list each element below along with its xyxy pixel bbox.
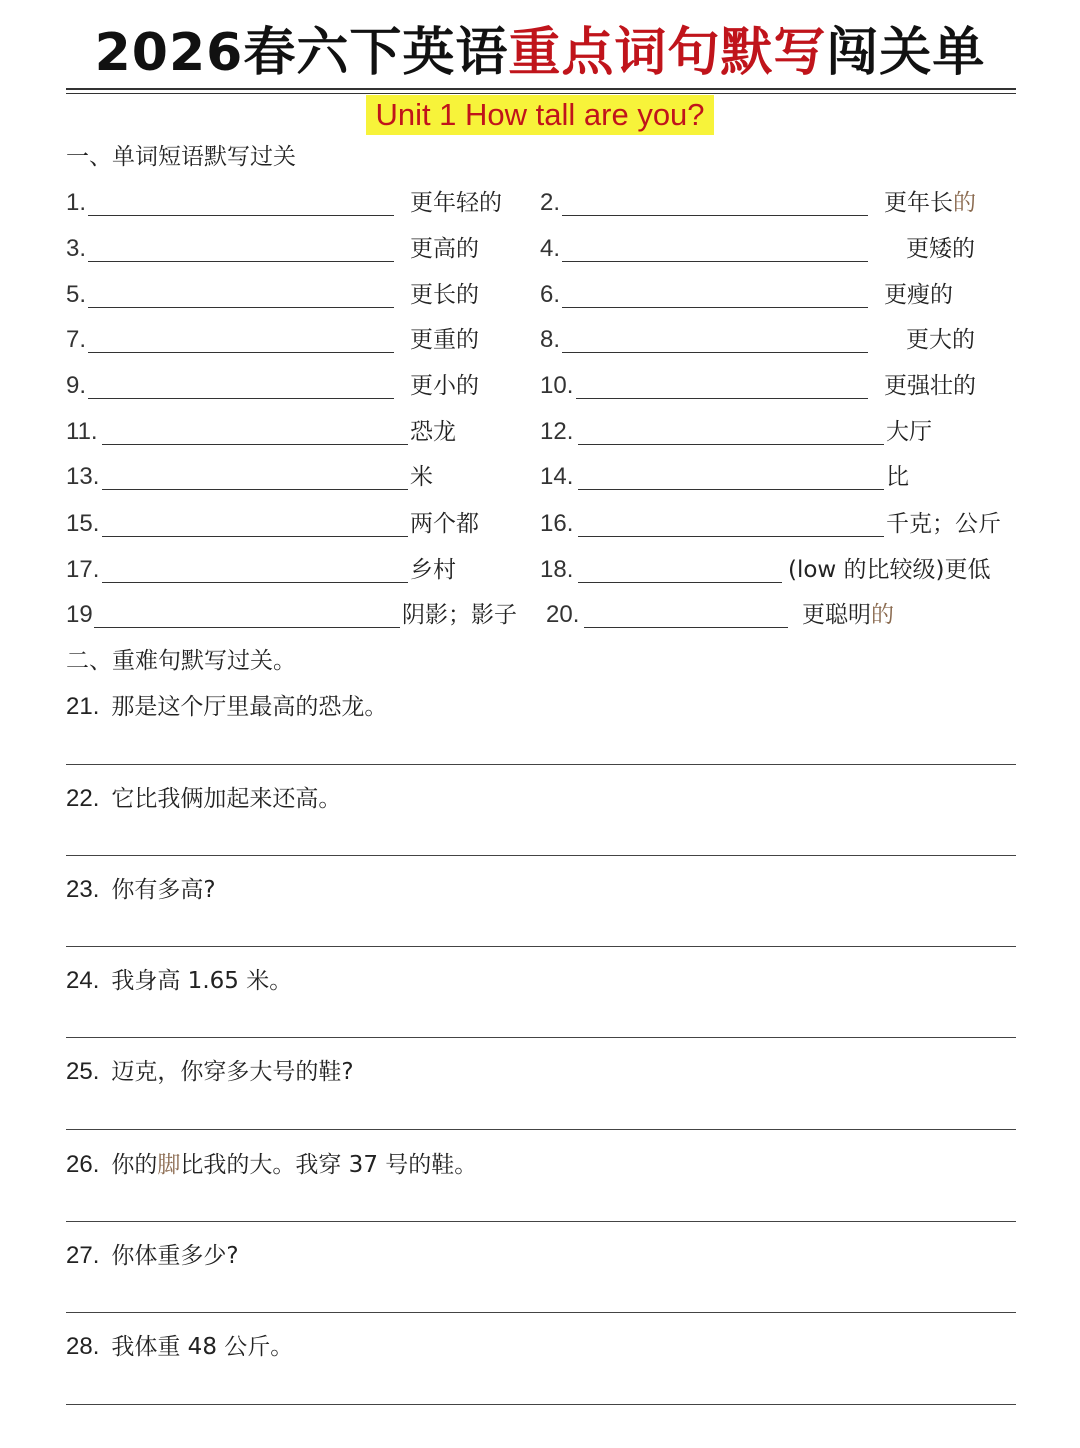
answer-line[interactable] — [66, 1221, 1016, 1222]
vocab-row — [0, 188, 1080, 220]
answer-line[interactable] — [66, 1037, 1016, 1038]
sentence-prompt: 27. 你体重多少? — [66, 1242, 239, 1269]
vocab-meaning: 更年轻的 — [410, 190, 502, 216]
answer-blank[interactable] — [102, 536, 408, 537]
vocab-row — [0, 555, 1080, 587]
vocab-row — [0, 280, 1080, 312]
title-part-2-highlight: 重点词句默写 — [508, 23, 827, 83]
vocab-number: 16. — [540, 510, 574, 537]
vocab-row — [0, 462, 1080, 494]
vocab-number: 7. — [66, 326, 87, 353]
vocab-meaning: 大厅 — [886, 419, 932, 445]
vocab-number: 15. — [66, 510, 100, 537]
title-part-3: 闯关单 — [826, 23, 986, 83]
answer-blank[interactable] — [88, 398, 394, 399]
vocab-meaning: 米 — [410, 464, 433, 490]
page-title — [0, 22, 1080, 84]
answer-blank[interactable] — [578, 444, 884, 445]
vocab-meaning: 更强壮的 — [884, 373, 976, 399]
vocab-number: 18. — [540, 556, 574, 583]
vocab-number: 14. — [540, 463, 574, 490]
vocab-meaning: 千克；公斤 — [886, 511, 1001, 537]
sentence-prompt: 23. 你有多高? — [66, 876, 216, 903]
vocab-meaning: 更大的 — [906, 327, 975, 353]
answer-line[interactable] — [66, 1129, 1016, 1130]
vocab-meaning: 更年长的 — [884, 190, 976, 216]
vocab-meaning: 更高的 — [410, 236, 479, 262]
sentence-prompt: 26. 你的脚比我的大。我穿 37 号的鞋。 — [66, 1151, 478, 1178]
answer-blank[interactable] — [88, 261, 394, 262]
vocab-meaning: 恐龙 — [410, 419, 456, 445]
vocab-row — [0, 371, 1080, 403]
vocab-number: 13. — [66, 463, 100, 490]
vocab-number: 4. — [540, 235, 561, 262]
section-2-heading: 二、重难句默写过关。 — [66, 648, 296, 674]
vocab-meaning: 两个都 — [410, 511, 479, 537]
answer-blank[interactable] — [562, 307, 868, 308]
answer-blank[interactable] — [88, 307, 394, 308]
vocab-meaning: 乡村 — [410, 557, 456, 583]
answer-line[interactable] — [66, 1404, 1016, 1405]
answer-blank[interactable] — [584, 627, 788, 628]
answer-blank[interactable] — [576, 398, 868, 399]
sentence-prompt: 25. 迈克，你穿多大号的鞋? — [66, 1058, 354, 1085]
vocab-meaning: 比 — [886, 464, 909, 490]
vocab-meaning: 更重的 — [410, 327, 479, 353]
section-1-heading: 一、单词短语默写过关 — [66, 144, 296, 170]
sentence-prompt: 21. 那是这个厅里最高的恐龙。 — [66, 693, 388, 720]
vocab-row — [0, 509, 1080, 541]
vocab-meaning: (low 的比较级)更低 — [788, 557, 991, 583]
answer-blank[interactable] — [88, 215, 394, 216]
answer-blank[interactable] — [102, 444, 408, 445]
vocab-number: 1. — [66, 189, 87, 216]
answer-line[interactable] — [66, 946, 1016, 947]
title-underline-thick — [66, 88, 1016, 90]
vocab-number: 5. — [66, 281, 87, 308]
title-part-1: 2026春六下英语 — [94, 23, 509, 83]
vocab-number: 17. — [66, 556, 100, 583]
vocab-row — [0, 417, 1080, 449]
answer-blank[interactable] — [562, 261, 868, 262]
vocab-row — [0, 234, 1080, 266]
vocab-number: 19 — [66, 601, 93, 628]
vocab-meaning: 更聪明的 — [802, 602, 894, 628]
answer-line[interactable] — [66, 1312, 1016, 1313]
vocab-meaning: 更小的 — [410, 373, 479, 399]
vocab-number: 11. — [66, 418, 98, 445]
answer-blank[interactable] — [562, 215, 868, 216]
sentence-prompt: 28. 我体重 48 公斤。 — [66, 1333, 294, 1360]
vocab-number: 3. — [66, 235, 87, 262]
vocab-meaning: 更矮的 — [906, 236, 975, 262]
vocab-meaning: 更瘦的 — [884, 282, 953, 308]
vocab-number: 12. — [540, 418, 574, 445]
answer-blank[interactable] — [562, 352, 868, 353]
answer-blank[interactable] — [102, 489, 408, 490]
answer-blank[interactable] — [578, 536, 884, 537]
answer-blank[interactable] — [102, 582, 408, 583]
answer-blank[interactable] — [578, 489, 884, 490]
answer-blank[interactable] — [88, 352, 394, 353]
vocab-number: 10. — [540, 372, 574, 399]
answer-line[interactable] — [66, 764, 1016, 765]
answer-line[interactable] — [66, 855, 1016, 856]
vocab-number: 20. — [546, 601, 580, 628]
vocab-number: 6. — [540, 281, 561, 308]
vocab-row — [0, 325, 1080, 357]
vocab-row — [0, 600, 1080, 632]
sentence-prompt: 22. 它比我俩加起来还高。 — [66, 785, 342, 812]
vocab-number: 9. — [66, 372, 87, 399]
vocab-number: 2. — [540, 189, 561, 216]
answer-blank[interactable] — [578, 582, 782, 583]
vocab-meaning: 阴影；影子 — [402, 602, 517, 628]
vocab-number: 8. — [540, 326, 561, 353]
answer-blank[interactable] — [94, 627, 400, 628]
sentence-prompt: 24. 我身高 1.65 米。 — [66, 967, 293, 994]
unit-banner: Unit 1 How tall are you? — [366, 95, 714, 135]
title-underline-thin — [66, 93, 1016, 94]
vocab-meaning: 更长的 — [410, 282, 479, 308]
